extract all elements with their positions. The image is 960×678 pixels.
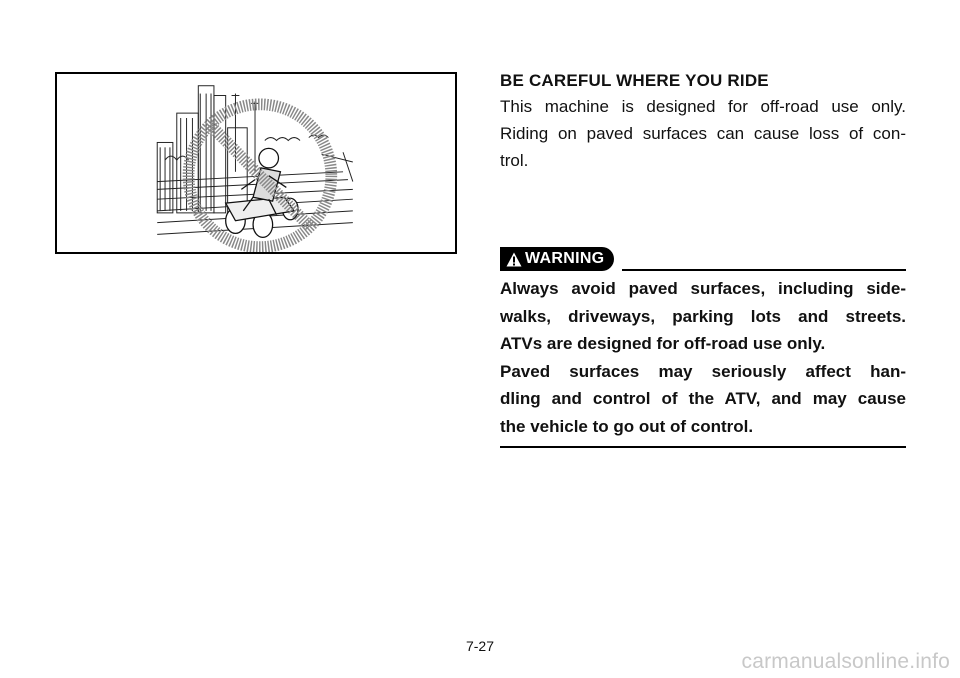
body-line: This machine is designed for off-road use only. xyxy=(500,97,906,116)
watermark: carmanualsonline.info xyxy=(741,650,950,673)
atv-on-pavement-prohibited-illustration xyxy=(57,74,455,252)
warning-label-text: WARNING xyxy=(525,250,605,267)
warning-line: ATVs are designed for off-road use only. xyxy=(500,334,826,353)
body-line: Riding on paved surfaces can cause loss of con- xyxy=(500,124,906,143)
warning-rule-bottom xyxy=(500,446,906,448)
warning-line: Paved surfaces may seriously affect han- xyxy=(500,361,906,381)
warning-label xyxy=(500,247,614,271)
warning-box xyxy=(500,245,906,448)
warning-rule-top xyxy=(622,269,906,271)
warning-line: the vehicle to go out of control. xyxy=(500,416,754,436)
warning-text xyxy=(500,275,906,440)
warning-header xyxy=(500,245,906,271)
warning-line: dling and control of the ATV, and may cause xyxy=(500,389,906,408)
section-body xyxy=(500,93,906,174)
section-heading: BE CAREFUL WHERE YOU RIDE xyxy=(500,71,769,90)
warning-line: walks, driveways, parking lots and streets. xyxy=(500,306,906,326)
warning-triangle-icon xyxy=(506,252,522,267)
page-number: 7-27 xyxy=(465,638,495,654)
section-careful-where-you-ride xyxy=(500,68,906,174)
illustration-no-paved-riding xyxy=(55,72,457,254)
body-line: trol. xyxy=(500,151,529,170)
warning-line: Always avoid paved surfaces, including side- xyxy=(500,279,906,298)
